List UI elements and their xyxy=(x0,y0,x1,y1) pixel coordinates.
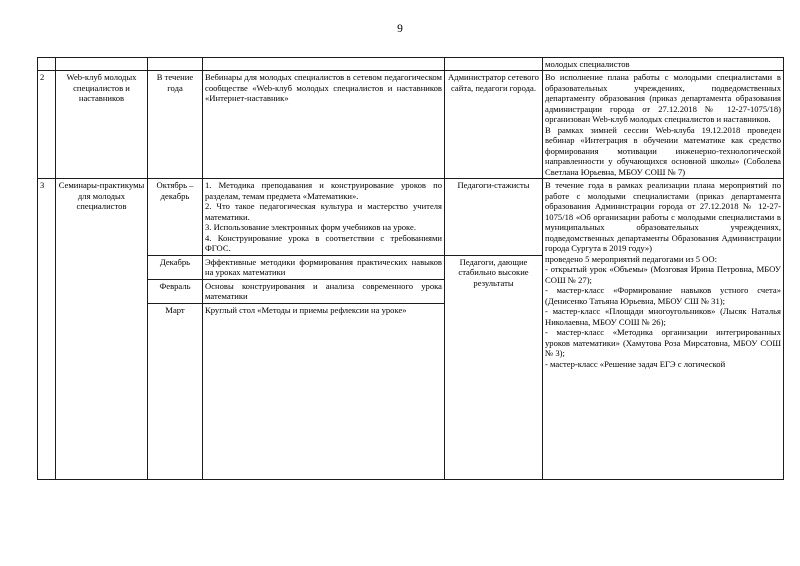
result-paragraph: В течение года в рамках реализации плана мероприятий по работе с молодыми специалистами (приказ департамента образования Администрации города от 27.12.2018 № 12-27-1075/18 «Об организации работы с молодыми специалистами в муниципальных образовательных учреждениях, подведомственных департаменты Образования Администрации города Сургута в 2019 году») xyxy=(545,180,781,254)
cell-activity-date: Декабрь xyxy=(148,255,203,279)
table-row xyxy=(38,179,784,255)
table-row xyxy=(38,71,784,179)
cell-activity-participants: Педагоги, дающие стабильно высокие результаты xyxy=(445,255,543,479)
cell-activity-content: Основы конструирования и анализа современного урока математики xyxy=(203,279,445,303)
result-paragraph: проведено 5 мероприятий педагогами из 5 ОО: xyxy=(545,253,717,264)
cell-carryover-name xyxy=(56,58,148,71)
cell-carryover-num xyxy=(38,58,56,71)
table-row-carryover xyxy=(38,58,784,71)
cell-carryover-participants xyxy=(445,58,543,71)
cell-activity-date: Октябрь – декабрь xyxy=(148,179,203,255)
cell-activity-name: Семинары-практикумы для молодых специалистов xyxy=(56,179,148,480)
cell-activity-result xyxy=(543,179,784,480)
cell-activity-content xyxy=(203,179,445,255)
result-paragraph: - открытый урок «Объемы» (Мозговая Ирина Петровна, МБОУ СОШ № 27); xyxy=(545,264,781,285)
result-paragraph: В рамках зимней сессии Web-клуба 19.12.2018 проведен вебинар «Интеграция в обучении математике как средство формирования мотивации инженерно-технологической направленности у обучающихся основной школы» (Соболева Светлана Юрьевна, МБОУ СОШ № 7) xyxy=(545,124,781,177)
cell-carryover-result: молодых специалистов xyxy=(543,58,784,71)
cell-activity-date: В течение года xyxy=(148,71,203,179)
cell-activity-date: Март xyxy=(148,303,203,479)
cell-activity-content: Круглый стол «Методы и приемы рефлексии на уроке» xyxy=(203,303,445,479)
content-item: 1. Методика преподавания и конструирование уроков по разделам, темам предмета «Математики». xyxy=(205,180,442,201)
cell-activity-participants: Администратор сетевого сайта, педагоги города. xyxy=(445,71,543,179)
activity-plan-table xyxy=(37,57,784,480)
cell-activity-content: Эффективные методики формирования практических навыков на уроках математики xyxy=(203,255,445,279)
result-paragraph: - мастер-класс «Методика организации интегрированных уроков математики» (Хамутова Роза Мирсатовна, МБОУ СОШ № 3); xyxy=(545,327,781,359)
cell-activity-name: Web-клуб молодых специалистов и наставников xyxy=(56,71,148,179)
result-paragraph: - мастер-класс «Решение задач ЕГЭ с логической xyxy=(545,358,726,369)
cell-activity-result xyxy=(543,71,784,179)
content-item: 2. Что такое педагогическая культура и мастерство учителя математики. xyxy=(205,201,442,222)
page-number: 9 xyxy=(397,23,403,35)
cell-activity-date: Февраль xyxy=(148,279,203,303)
cell-row-number: 3 xyxy=(38,179,56,480)
result-paragraph: - мастер-класс «Площади многоугольников» (Лысяк Наталья Николаевна, МБОУ СОШ № 26); xyxy=(545,306,781,327)
cell-row-number: 2 xyxy=(38,71,56,179)
cell-activity-content: Вебинары для молодых специалистов в сетевом педагогическом сообществе «Web-клуб молодых специалистов и наставников «Интернет-наставник» xyxy=(203,71,445,179)
cell-activity-participants: Педагоги-стажисты xyxy=(445,179,543,255)
content-item: 4. Конструирование урока в соответствии с требованиями ФГОС. xyxy=(205,232,442,254)
cell-carryover-content xyxy=(203,58,445,71)
cell-carryover-date xyxy=(148,58,203,71)
result-paragraph: Во исполнение плана работы с молодыми специалистами в образовательных учреждениях, подведомственных департаменту образования (приказ департамента образования администрации города от 27.12.2018 № 12-27-1075/18) организован Web-клуб молодых специалистов и наставников. xyxy=(545,72,781,125)
content-item: 3. Использование электронных форм учебников на уроке. xyxy=(205,222,416,233)
result-paragraph: - мастер-класс «Формирование навыков устного счета» (Денисенко Татьяна Юрьевна, МБОУ СШ № 31); xyxy=(545,285,781,306)
